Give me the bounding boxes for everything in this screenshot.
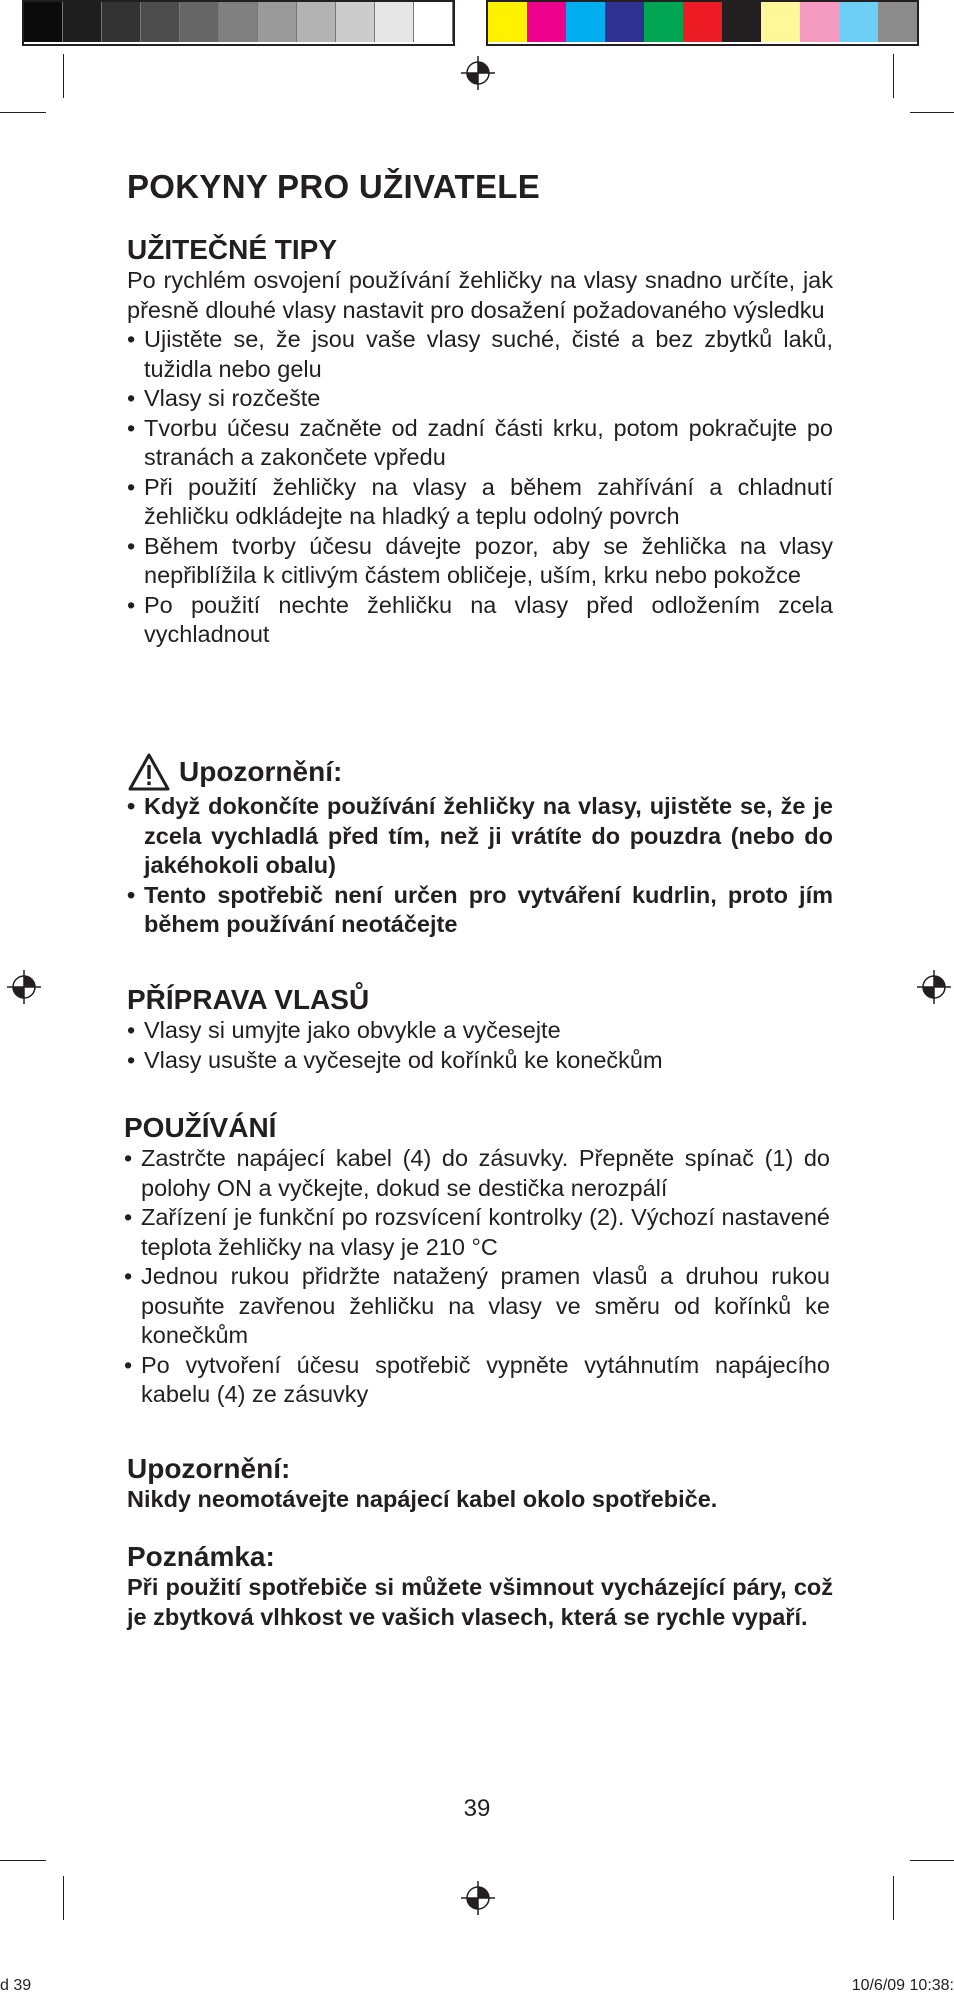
list-item xyxy=(124,1144,830,1203)
list-item xyxy=(127,473,833,532)
page-title: POKYNY PRO UŽIVATELE xyxy=(127,168,541,205)
cable-warning-heading: Upozornění: xyxy=(127,1453,291,1484)
prep-section xyxy=(127,984,833,1075)
note-text: Při použití spotřebiče si můžete všimnout vycházející páry, což je zbytková vlhkost ve vašich vlasech, která se rychle vypaří. xyxy=(127,1574,833,1630)
tips-intro: Po rychlém osvojení používání žehličky na vlasy snadno určíte, jak přesně dlouhé vlasy nastavit pro dosažení požadovaného výsledku xyxy=(127,267,833,323)
color-swatch xyxy=(566,2,605,42)
list-item-text: Po použití nechte žehličku na vlasy před odložením zcela vychladnout xyxy=(144,591,833,647)
list-item xyxy=(127,1016,833,1046)
tips-list xyxy=(127,325,833,650)
note-section xyxy=(127,1541,833,1632)
color-swatch xyxy=(839,2,878,42)
color-swatch xyxy=(878,2,917,42)
color-swatch xyxy=(761,2,800,42)
prep-list xyxy=(127,1016,833,1075)
gray-swatch xyxy=(414,2,453,42)
bullet: • xyxy=(124,1204,133,1230)
list-item xyxy=(127,325,833,384)
bullet: • xyxy=(127,414,136,441)
list-item-text: Tento spotřebič není určen pro vytváření kudrlin, proto jím během používání neotáčejte xyxy=(144,881,833,937)
registration-mark-top-icon xyxy=(461,56,495,90)
crop-mark-bottom-left xyxy=(63,1876,64,1920)
note-heading: Poznámka: xyxy=(127,1541,275,1572)
crop-mark-bottom-right xyxy=(893,1876,894,1920)
gray-swatch xyxy=(102,2,141,42)
gray-swatch xyxy=(297,2,336,42)
list-item-text: Během tvorby účesu dávejte pozor, aby se žehlička na vlasy nepřiblížila k citlivým částem obličeje, uším, krku nebo pokožce xyxy=(144,532,833,588)
bullet: • xyxy=(127,591,136,618)
gray-swatch xyxy=(336,2,375,42)
print-slug-right: 10/6/09 10:38: xyxy=(851,1977,954,1994)
gray-swatch xyxy=(63,2,102,42)
prep-heading: PŘÍPRAVA VLASŮ xyxy=(127,984,370,1015)
grayscale-calibration-bar xyxy=(22,0,455,46)
gray-swatch xyxy=(180,2,219,42)
color-calibration-bar xyxy=(486,0,919,46)
bullet: • xyxy=(127,326,136,352)
warning-heading: Upozornění: xyxy=(179,756,343,787)
list-item-text: Jednou rukou přidržte natažený pramen vlasů a druhou rukou posuňte zavřenou žehličku na vlasy ve směru od kořínků ke konečkům xyxy=(141,1263,830,1348)
gray-swatch xyxy=(375,2,414,42)
warning-triangle-icon xyxy=(127,752,171,792)
list-item-text: Ujistěte se, že jsou vaše vlasy suché, čisté a bez zbytků laků, tužidla nebo gelu xyxy=(144,326,833,382)
bullet: • xyxy=(124,1263,133,1289)
warning-title xyxy=(127,752,833,792)
list-item xyxy=(127,1046,833,1076)
list-item xyxy=(127,792,833,881)
color-swatch xyxy=(683,2,722,42)
crop-mark-top-left-h xyxy=(0,112,46,113)
list-item-text: Vlasy si rozčešte xyxy=(144,385,321,411)
list-item-text: Vlasy si umyjte jako obvykle a vyčesejte xyxy=(144,1017,561,1043)
registration-mark-bottom-icon xyxy=(461,1881,495,1915)
usage-heading: POUŽÍVÁNÍ xyxy=(124,1112,277,1143)
warning-list xyxy=(127,792,833,940)
gray-swatch xyxy=(219,2,258,42)
color-swatch xyxy=(722,2,761,42)
tips-heading: UŽITEČNÉ TIPY xyxy=(127,234,338,265)
color-swatch xyxy=(800,2,839,42)
list-item-text: Po vytvoření účesu spotřebič vypněte vytáhnutím napájecího kabelu (4) ze zásuvky xyxy=(141,1351,830,1407)
bullet: • xyxy=(127,793,136,819)
crop-mark-top-left xyxy=(63,54,64,98)
crop-mark-bottom-right-h xyxy=(910,1860,954,1861)
list-item xyxy=(124,1351,830,1410)
registration-mark-right-icon xyxy=(917,970,951,1004)
gray-swatch xyxy=(24,2,63,42)
bullet: • xyxy=(124,1145,133,1171)
print-slug-left: d 39 xyxy=(0,1977,32,1994)
crop-mark-top-right xyxy=(893,54,894,98)
usage-list xyxy=(124,1144,830,1410)
bullet: • xyxy=(127,881,136,908)
gray-swatch xyxy=(258,2,297,42)
bullet: • xyxy=(127,1046,136,1073)
cable-warning-text: Nikdy neomotávejte napájecí kabel okolo spotřebiče. xyxy=(127,1486,718,1512)
color-swatch xyxy=(644,2,683,42)
list-item-text: Při použití žehličky na vlasy a během zahřívání a chladnutí žehličku odkládejte na hladký a teplu odolný povrch xyxy=(144,473,833,529)
list-item-text: Tvorbu účesu začněte od zadní části krku, potom pokračujte po stranách a zakončete vpředu xyxy=(144,414,833,470)
color-swatch xyxy=(527,2,566,42)
bullet: • xyxy=(127,473,136,500)
crop-mark-top-right-h xyxy=(910,112,954,113)
usage-section xyxy=(124,1112,830,1410)
list-item-text: Zastrčte napájecí kabel (4) do zásuvky. Přepněte spínač (1) do polohy ON a vyčkejte, dokud se destička nerozpálí xyxy=(141,1145,830,1201)
page-number: 39 xyxy=(463,1795,491,1822)
list-item-text: Zařízení je funkční po rozsvícení kontrolky (2). Výchozí nastavené teplota žehličky na vlasy je 210 °C xyxy=(141,1204,830,1260)
bullet: • xyxy=(127,1017,136,1043)
tips-section xyxy=(127,234,833,650)
gray-swatch xyxy=(141,2,180,42)
list-item xyxy=(127,881,833,940)
warning-section xyxy=(127,752,833,940)
list-item xyxy=(127,532,833,591)
color-swatch xyxy=(488,2,527,42)
bullet: • xyxy=(127,385,136,411)
list-item xyxy=(127,384,833,414)
list-item xyxy=(124,1203,830,1262)
color-swatch xyxy=(605,2,644,42)
registration-mark-left-icon xyxy=(7,970,41,1004)
bullet: • xyxy=(127,532,136,559)
crop-mark-bottom-left-h xyxy=(0,1860,46,1861)
list-item-text: Vlasy usušte a vyčesejte od kořínků ke konečkům xyxy=(144,1046,663,1073)
list-item xyxy=(124,1262,830,1351)
bullet: • xyxy=(124,1351,133,1378)
cable-warning-section xyxy=(127,1453,833,1515)
list-item xyxy=(127,414,833,473)
list-item-text: Když dokončíte používání žehličky na vlasy, ujistěte se, že je zcela vychladlá před tím, než ji vrátíte do pouzdra (nebo do jakéhokoli obalu) xyxy=(144,793,833,878)
list-item xyxy=(127,591,833,650)
